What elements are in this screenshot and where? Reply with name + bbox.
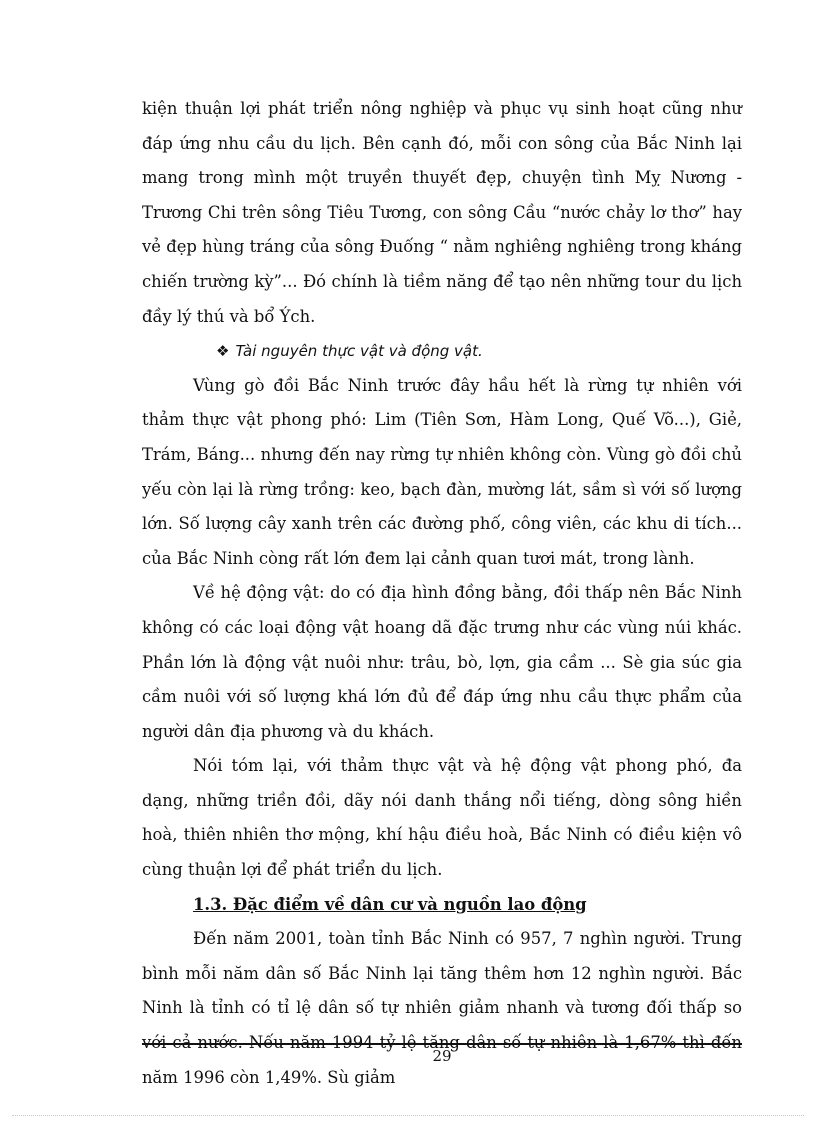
paragraph-summary: Nói tóm lại, với thảm thực vật và hệ động vật phong phó, đa dạng, những triền đồi, dãy nói danh thắng nổi tiếng, dòng sông hiền hoà, thiên nhiên thơ mộng, khí hậu điều hoà, Bắc Ninh có điều kiện vô cùng thuận lợi để phát triển du lịch. — [142, 756, 742, 880]
paragraph-population: Đến năm 2001, toàn tỉnh Bắc Ninh có 957, 7 nghìn người. Trung bình mỗi năm dân số Bắc Ninh lại tăng thêm hơn 12 nghìn người. Bắc Ninh là tỉnh có tỉ lệ dân số tự nhiên giảm nhanh và tương đối thấp so với cả nước. Nếu năm 1994 tỷ lệ tăng dân số tự nhiên là 1,67% thì đến năm 1996 còn 1,49%. Sù giảm — [142, 929, 742, 1087]
footer-divider — [142, 1043, 742, 1045]
page-number: 29 — [432, 1047, 452, 1065]
bullet-subheading-text: Tài nguyên thực vật và động vật. — [235, 342, 483, 361]
bullet-subheading — [142, 334, 742, 369]
page-bottom-dotted-border — [12, 1115, 804, 1116]
page-body — [142, 92, 742, 1095]
paragraph-fauna: Về hệ động vật: do có địa hình đồng bằng, đồi thấp nên Bắc Ninh không có các loại động vật hoang dã đặc trưng như các vùng núi khác. Phần lớn là động vật nuôi như: trâu, bò, lợn, gia cầm ... Sè gia súc gia cầm nuôi với số lượng khá lớn đủ để đáp ứng nhu cầu thực phẩm của người dân địa phương và du khách. — [142, 583, 742, 741]
section-heading: 1.3. Đặc điểm về dân cư và nguồn lao động — [193, 894, 587, 914]
paragraph-continuation: kiện thuận lợi phát triển nông nghiệp và phục vụ sinh hoạt cũng như đáp ứng nhu cầu du lịch. Bên cạnh đó, mỗi con sông của Bắc Ninh lại mang trong mình một truyền thuyết đẹp, chuyện tình Mỵ Nương - Trương Chi trên sông Tiêu Tương, con sông Cầu “nước chảy lơ thơ” hay vẻ đẹp hùng tráng của sông Đuống “ nằm nghiêng nghiêng trong kháng chiến trường kỳ”... Đó chính là tiềm năng để tạo nên những tour du lịch đầy lý thú và bổ Ých. — [142, 99, 742, 326]
paragraph-flora: Vùng gò đồi Bắc Ninh trước đây hầu hết là rừng tự nhiên với thảm thực vật phong phó: Lim (Tiên Sơn, Hàm Long, Quế Võ...), Giẻ, Trám, Báng... nhưng đến nay rừng tự nhiên không còn. Vùng gò đồi chủ yếu còn lại là rừng trồng: keo, bạch đàn, mường lát, sầm sì với số lượng lớn. Số lượng cây xanh trên các đường phố, công viên, các khu di tích... của Bắc Ninh còng rất lớn đem lại cảnh quan tươi mát, trong lành. — [142, 375, 742, 568]
diamond-bullet-icon: ❖ — [216, 342, 230, 361]
